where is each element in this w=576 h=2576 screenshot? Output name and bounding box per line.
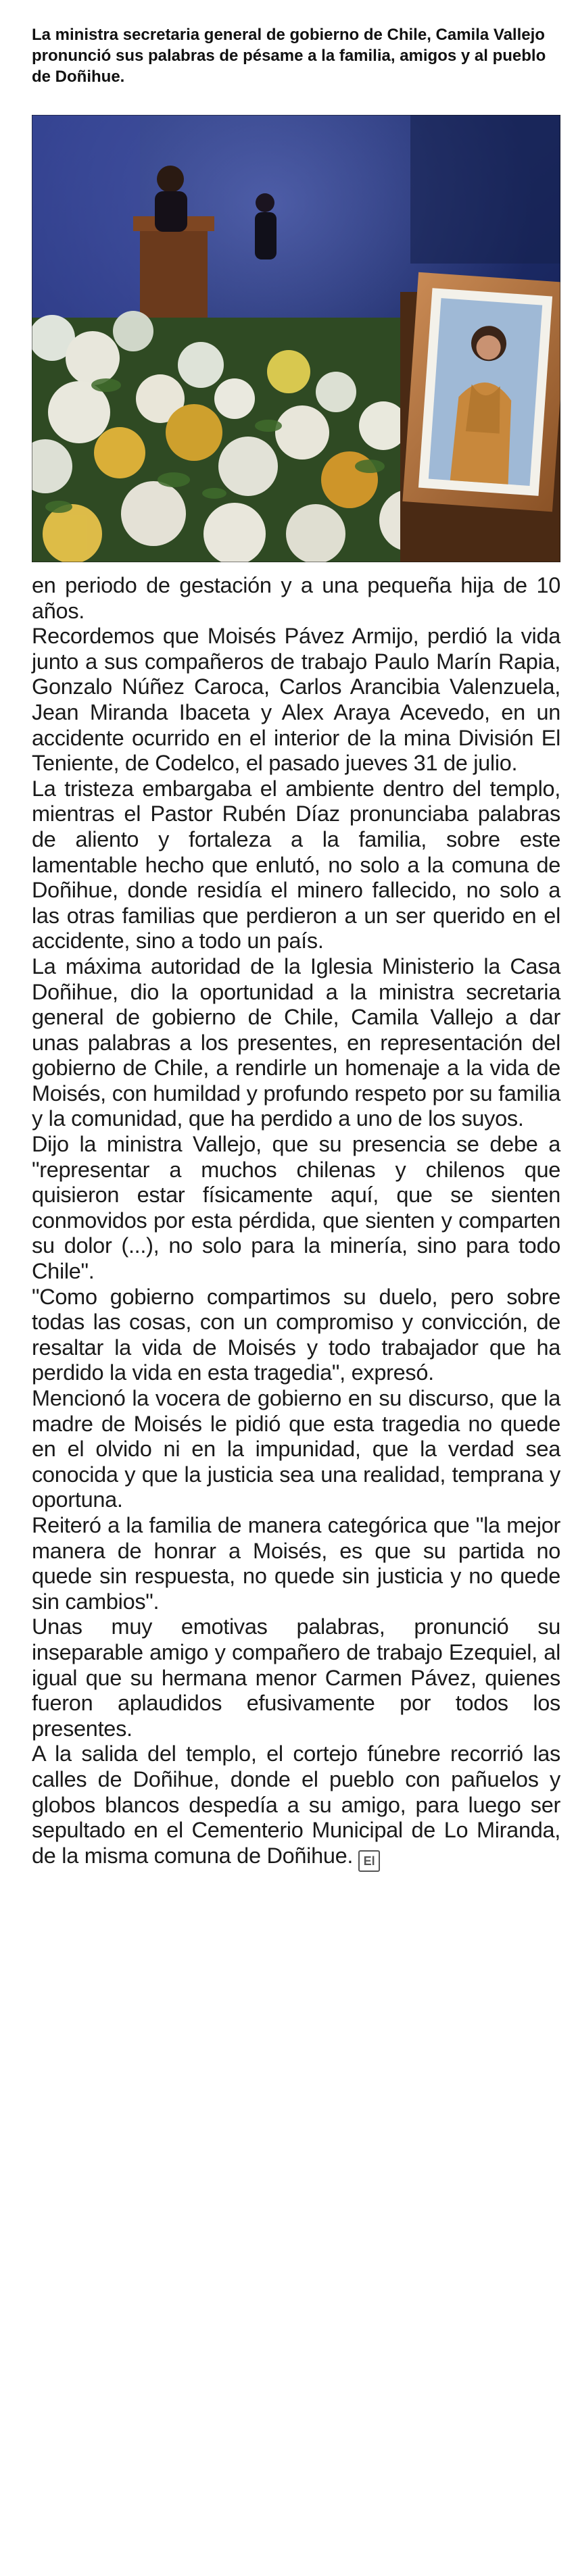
article-paragraph: en periodo de gestación y a una pequeña hija de 10 años. (32, 573, 560, 623)
article-paragraph: La máxima autoridad de la Iglesia Ministerio la Casa Doñihue, dio la oportunidad a la ministra secretaria general de gobierno de Chile, Camila Vallejo a dar unas palabras a los presentes, en representación del gobierno de Chile, a rendirle un homenaje a la vida de Moisés, con humildad y profundo respeto por su familia y la comunidad, que ha perdido a uno de los suyos. (32, 953, 560, 1131)
event-photo (32, 115, 560, 562)
photo-caption: La ministra secretaria general de gobierno de Chile, Camila Vallejo pronunció sus palabras de pésame a la familia, amigos y al pueblo de Doñihue. (32, 26, 546, 86)
article-paragraph: Recordemos que Moisés Pávez Armijo, perdió la vida junto a sus compañeros de trabajo Paulo Marín Rapia, Gonzalo Núñez Caroca, Carlos Arancibia Valenzuela, Jean Miranda Ibaceta y Alex Araya Acevedo, en un accidente ocurrido en el interior de la mina División El Teniente, de Codelco, el pasado jueves 31 de julio. (32, 624, 560, 776)
article-body (32, 573, 560, 1872)
article-paragraph: "Como gobierno compartimos su duelo, pero sobre todas las cosas, con un compromiso y convicción, de resaltar la vida de Moisés y todo trabajador que ha perdido la vida en esta tragedia", expresó. (32, 1284, 560, 1385)
article-paragraph: La tristeza embargaba el ambiente dentro del templo, mientras el Pastor Rubén Díaz pronunciaba palabras de aliento y fortaleza a la familia, sobre este lamentable hecho que enlutó, no solo a la comuna de Doñihue, donde residía el minero fallecido, no solo a las otras familias que perdieron a un ser querido en el accidente, sino a todo un país. (32, 776, 560, 953)
article-paragraph: Reiteró a la familia de manera categórica que "la mejor manera de honrar a Moisés, es que su partida no quede sin respuesta, no quede sin justicia y no quede sin cambios". (32, 1512, 560, 1614)
article-paragraph-last (32, 1741, 560, 1871)
article-paragraph: Mencionó la vocera de gobierno en su discurso, que la madre de Moisés le pidió que esta tragedia no quede en el olvido ni en la impunidad, que la verdad sea conocida y que la justicia sea una realidad, temprana y oportuna. (32, 1386, 560, 1512)
article-paragraph: Dijo la ministra Vallejo, que su presencia se debe a "representar a muchos chilenas y chilenos que quisieron estar físicamente aquí, que se sienten conmovidos por esta pérdida, que sienten y comparten su dolor (...), no solo para la minería, sino para todo Chile". (32, 1132, 560, 1284)
article-paragraph-text: A la salida del templo, el cortejo fúnebre recorrió las calles de Doñihue, donde el pueblo con pañuelos y globos blancos despedía a su amigo, para luego ser sepultado en el Cementerio Municipal de Lo Miranda, de la misma comuna de Doñihue. (32, 1741, 560, 1868)
end-of-article-icon: El (358, 1850, 380, 1872)
article-paragraph: Unas muy emotivas palabras, pronunció su inseparable amigo y compañero de trabajo Ezequiel, al igual que su hermana menor Carmen Pávez, quienes fueron aplaudidos efusivamente por todos los presentes. (32, 1614, 560, 1741)
